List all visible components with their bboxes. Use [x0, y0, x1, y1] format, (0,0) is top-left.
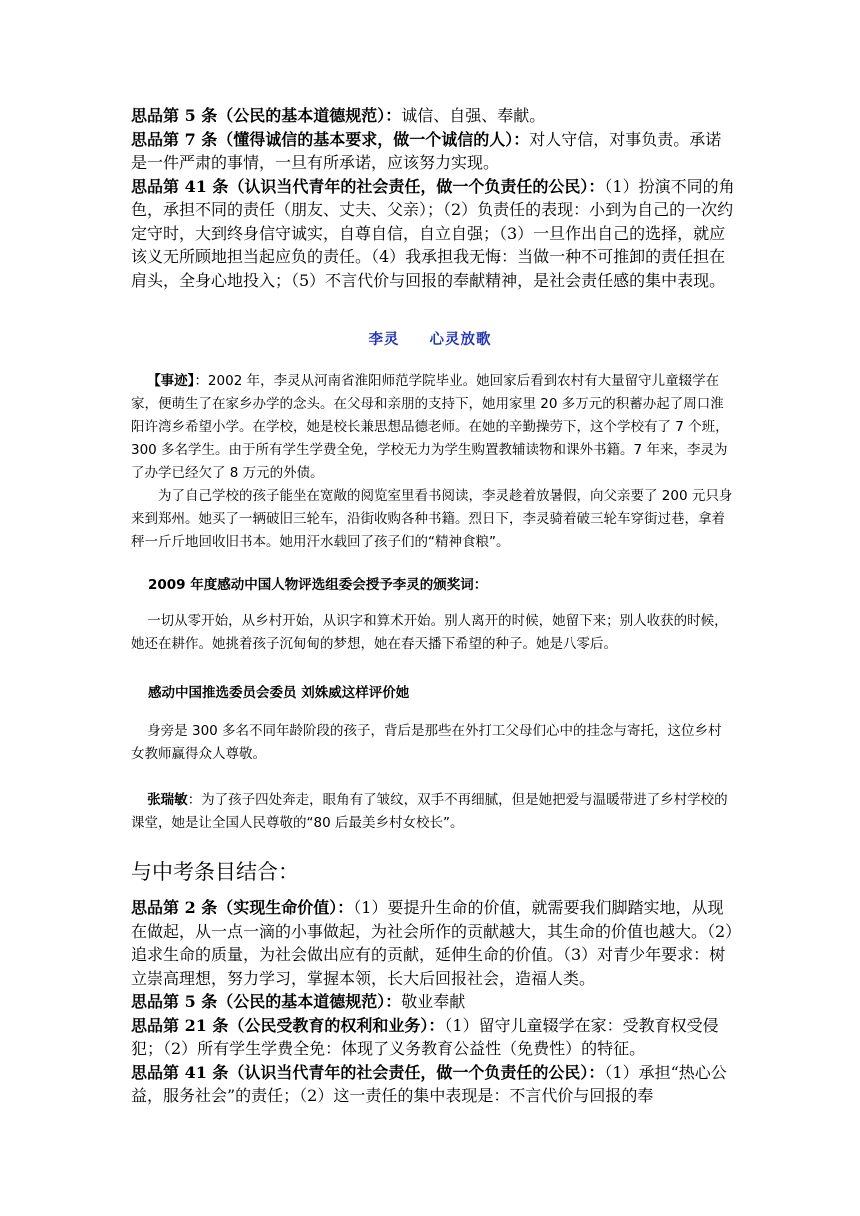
deeds-paragraph	[131, 370, 737, 485]
s2-article-2-text: （1）要提升生命的价值，就需要我们脚踏实地，从现在做起，从一点一滴的小事做起，为社会所作的贡献越大，其生命的价值也越大。（2）追求生命的质量，为社会做出应有的贡献，延伸生命的价值。（3）对青少年要求：树立崇高理想，努力学习，掌握本领，长大后回报社会，造福人类。	[131, 898, 734, 988]
s2-article-5-label: 思品第 5 条（公民的基本道德规范）：	[131, 992, 402, 1011]
comment-text: 身旁是 300 多名不同年龄阶段的孩子，背后是那些在外打工父母们心中的挂念与寄托，这位乡村女教师赢得众人尊敬。	[131, 723, 722, 762]
section2-block	[131, 896, 735, 1108]
article-5-text: 诚信、自强、奉献。	[401, 106, 546, 125]
section2-heading: 与中考条目结合：	[131, 860, 299, 884]
award-text: 一切从零开始，从乡村开始，从识字和算术开始。别人离开的时候，她留下来；别人收获的时候，她还在耕作。她挑着孩子沉甸甸的梦想，她在春天播下希望的种子。她是八零后。	[131, 613, 728, 652]
deeds-paragraph-2: 为了自己学校的孩子能坐在宽敞的阅览室里看书阅读，李灵趁着放暑假，向父亲要了 200 元只身来到郑州。她买了一辆破旧三轮车，沿街收购各种书籍。烈日下，李灵骑着破三轮车穿街过巷，拿着秤一斤斤地回收旧书本。她用汗水载回了孩子们的“精神食粮”。	[131, 488, 733, 550]
s2-article-21-paragraph	[131, 1014, 735, 1061]
article-7-paragraph	[131, 128, 735, 175]
story-person-name: 李灵	[368, 332, 400, 348]
s2-article-41-label: 思品第 41 条（认识当代青年的社会责任，做一个负责任的公民）：	[131, 1062, 605, 1082]
s2-article-5-paragraph	[131, 990, 735, 1014]
article-41-paragraph	[131, 175, 735, 293]
zhang-label: 张瑞敏	[147, 792, 188, 808]
story-title	[0, 328, 860, 349]
zhang-text: ：为了孩子四处奔走，眼角有了皱纹，双手不再细腻，但是她把爱与温暖带进了乡村学校的课堂，她是让全国人民尊敬的“80 后最美乡村女校长”。	[131, 792, 728, 831]
s2-article-5-text: 敬业奉献	[401, 992, 466, 1011]
s2-article-41-text: （1）承担“热心公益，服务社会”的责任；（2）这一责任的集中表现是：不言代价与回报的奉	[131, 1062, 727, 1105]
article-5-label: 思品第 5 条（公民的基本道德规范）：	[131, 106, 402, 125]
article-41-label: 思品第 41 条（认识当代青年的社会责任，做一个负责任的公民）：	[131, 176, 605, 196]
story-title-text: 心灵放歌	[429, 332, 492, 348]
s2-article-41-paragraph	[131, 1061, 735, 1108]
deeds-text: ：2002 年，李灵从河南省淮阳师范学院毕业。她回家后看到农村有大量留守儿童辍学在家，便萌生了在家乡办学的念头。在父母和亲朋的支持下，她用家里 20 多万元的积蓄办起了周口淮阳许湾乡希望小学。在学校，她是校长兼思想品德老师。在她的辛勤操劳下，这个学校有了 7 个班，300 多名学生。由于所有学生学费全免，学校无力为学生购置教辅读物和课外书籍。7 年来，李灵为了办学已经欠了 8 万元的外债。	[131, 373, 729, 481]
zhang-paragraph	[131, 789, 735, 835]
article-41-text: （1）扮演不同的角色，承担不同的责任（朋友、丈夫、父亲）；（2）负责任的表现：小到为自己的一次约定守时，大到终身信守诚实，自尊自信，自立自强；（3）一旦作出自己的选择，就应该义无所顾地担当起应负的责任。（4）我承担我无悔：当做一种不可推卸的责任担在肩头，全身心地投入；（5）不言代价与回报的奉献精神，是社会责任感的集中表现。	[131, 176, 735, 290]
article-7-text: 对人守信，对事负责。承诺是一件严肃的事情，一旦有所承诺，应该努力实现。	[131, 129, 722, 172]
s2-article-21-text: （1）留守儿童辍学在家：受教育权受侵犯；（2）所有学生学费全免：体现了义务教育公益性（免费性）的特征。	[131, 1015, 719, 1058]
comment-heading: 感动中国推选委员会委员 刘姝威这样评价她	[148, 685, 410, 701]
s2-article-2-label: 思品第 2 条（实现生命价值）：	[131, 898, 354, 917]
s2-article-2-paragraph	[131, 896, 735, 990]
article-7-label: 思品第 7 条（懂得诚信的基本要求，做一个诚信的人）：	[131, 129, 530, 149]
section1-block	[131, 104, 735, 292]
deeds-label: 【事迹】	[147, 373, 195, 389]
award-heading: 2009 年度感动中国人物评选组委会授予李灵的颁奖词：	[148, 577, 488, 593]
s2-article-21-label: 思品第 21 条（公民受教育的权利和业务）：	[131, 1015, 445, 1035]
article-5-paragraph	[131, 104, 735, 128]
deeds-block	[131, 370, 737, 554]
